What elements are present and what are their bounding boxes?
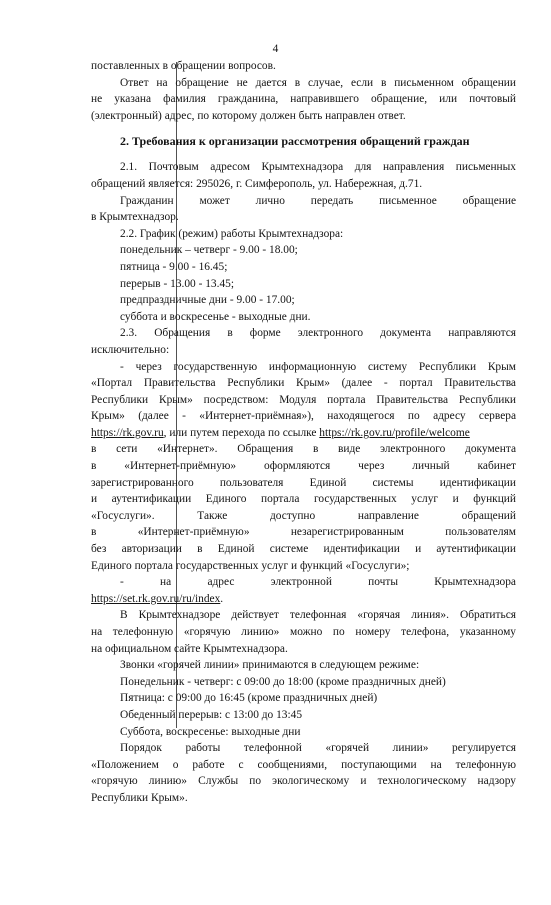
portal-line: «Госуслуги». Также доступно направление обращений [91, 509, 516, 522]
hotline-schedule-line: Суббота, воскресенье: выходные дни [120, 725, 301, 738]
regulation-line: «горячую линию» Службы по экологическому и технологическому надзору [91, 775, 516, 788]
email-link[interactable]: https://set.rk.gov.ru/ru/index [91, 592, 221, 605]
postal-address-line-2: обращений является: 295026, г. Симферополь, ул. Набережная, д.71. [91, 177, 423, 190]
hotline-line: на официальном сайте Крымтехнадзора. [91, 642, 288, 655]
schedule-line: пятница - 9.00 - 16.45; [120, 260, 228, 273]
hotline-schedule-line: Обеденный перерыв: с 13:00 до 13:45 [120, 708, 303, 721]
postal-address-line-1: 2.1. Почтовым адресом Крымтехнадзора для направления письменных [120, 161, 516, 174]
section-heading: 2. Требования к организации рассмотрения обращений граждан [120, 134, 470, 149]
hotline-line: В Крымтехнадзоре действует телефонная «горячая линия». Обратиться [120, 609, 516, 622]
personal-delivery-line-2: в Крымтехнадзор. [91, 211, 179, 224]
email-line-1: - на адрес электронной почты Крымтехнадзора [120, 576, 516, 589]
hotline-line: на телефонную «горячую линию» можно по номеру телефона, указанному [91, 626, 516, 638]
portal-line: Единого портала государственных услуг и функций «Госуслуги»; [91, 559, 410, 572]
email-line-2 [91, 591, 516, 608]
portal-line: в «Интернет-приёмную» незарегистрированным пользователям [91, 526, 516, 539]
portal-line: и аутентификации Единого портала государственных услуг и функций [91, 493, 516, 506]
welcome-link[interactable]: https://rk.gov.ru/profile/welcome [319, 426, 470, 439]
schedule-line: понедельник – четверг - 9.00 - 18.00; [120, 244, 298, 257]
email-link-end: . [220, 592, 224, 605]
portal-line: Республики Крым» посредством: Модуля портала Правительства Республики [91, 393, 516, 406]
schedule-heading: 2.2. График (режим) работы Крымтехнадзора: [120, 227, 344, 240]
portal-line: «Портал Правительства Республики Крым» (далее - портал Правительства [91, 377, 516, 390]
portal-line: без авторизации в Единой системе идентификации и аутентификации [91, 543, 516, 556]
hotline-mode: Звонки «горячей линии» принимаются в следующем режиме: [120, 659, 420, 672]
document-body [91, 58, 516, 807]
portal-line: - через государственную информационную систему Республики Крым [120, 360, 516, 373]
schedule-line: суббота и воскресенье - выходные дни. [120, 310, 311, 323]
schedule-line: перерыв - 13.00 - 13.45; [120, 277, 235, 290]
regulation-line: Порядок работы телефонной «горячей линии» регулируется [120, 742, 516, 755]
intro-line: поставленных в обращении вопросов. [91, 60, 276, 72]
personal-delivery-line-1: Гражданин может лично передать письменное обращение [120, 194, 516, 207]
portal-links-line [91, 425, 516, 442]
electronic-appeals-line-2: исключительно: [91, 343, 170, 356]
regulation-line: Республики Крым». [91, 791, 188, 804]
page-number: 4 [272, 43, 279, 55]
no-answer-line-2: не указана фамилия гражданина, направившего обращение, или почтовый [91, 93, 516, 106]
portal-line: зарегистрированного пользователя Единой системы идентификации [91, 476, 516, 489]
hotline-schedule-line: Понедельник - четверг: с 09:00 до 18:00 (кроме праздничных дней) [120, 675, 446, 688]
regulation-line: «Положением о работе с сообщениями, поступающими на телефонную [91, 758, 516, 771]
portal-line: в сети «Интернет». Обращения в виде электронного документа [91, 443, 516, 456]
hotline-schedule-line: Пятница: с 09:00 до 16:45 (кроме праздничных дней) [120, 692, 378, 705]
portal-links-mid: , или путем перехода по ссылке [163, 426, 320, 439]
portal-line: Крым» (далее - «Интернет-приёмная»), находящегося по адресу сервера [91, 410, 516, 423]
server-link[interactable]: https://rk.gov.ru [91, 426, 164, 439]
electronic-appeals-line-1: 2.3. Обращения в форме электронного документа направляются [120, 327, 516, 340]
no-answer-line-1: Ответ на обращение не дается в случае, если в письменном обращении [120, 76, 516, 89]
portal-line: в «Интернет-приёмную» оформляются через личный кабинет [91, 460, 516, 473]
schedule-line: предпраздничные дни - 9.00 - 17.00; [120, 294, 295, 307]
no-answer-line-3: (электронный) адрес, по которому должен быть направлен ответ. [91, 109, 406, 122]
